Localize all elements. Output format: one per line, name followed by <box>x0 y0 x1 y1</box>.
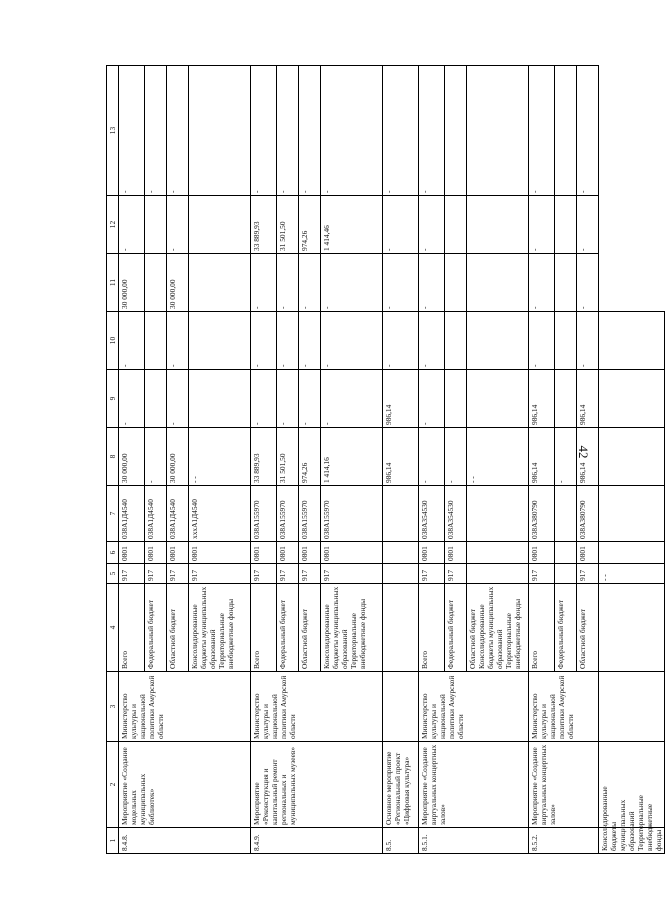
cell-amount-11 <box>189 254 251 312</box>
cell-amount-11: 30 000,00 <box>119 254 145 312</box>
cell-amount-13 <box>599 312 665 370</box>
cell-amount-8: 1 414,16 <box>321 428 383 486</box>
cell-amount-12: - <box>167 196 189 254</box>
cell-amount-13: - <box>167 66 189 196</box>
table-row <box>529 66 555 854</box>
cell-amount-10: - <box>119 312 145 370</box>
cell-grbs-code: 917 <box>419 564 445 584</box>
cell-amount-13: - <box>321 66 383 196</box>
cell-amount-11 <box>599 428 665 486</box>
cell-amount-10: - <box>167 312 189 370</box>
cell-amount-8: - - <box>189 428 251 486</box>
cell-grbs-code: 917 <box>119 564 145 584</box>
column-header-9: 9 <box>107 370 119 428</box>
cell-funding-source: Консолидированные бюджеты муниципальных образований Территориальные внебюджетные фонды <box>189 584 251 672</box>
cell-amount-11: - <box>529 254 555 312</box>
cell-amount-13 <box>555 66 577 196</box>
cell-amount-11 <box>555 254 577 312</box>
cell-executor: Министерство культуры и национальной политики Амурской области <box>119 672 251 742</box>
cell-amount-12 <box>445 196 467 254</box>
cell-funding-source: Областной бюджет Консолидированные бюджеты муниципальных образований Территориальные внебюджетные фонды <box>467 584 529 672</box>
cell-amount-8: 974,26 <box>299 428 321 486</box>
cell-amount-10 <box>599 486 665 542</box>
cell-amount-9: - <box>299 370 321 428</box>
cell-amount-8: - <box>145 428 167 486</box>
cell-funding-source: Федеральный бюджет <box>555 584 577 672</box>
cell-funding-source: Областной бюджет <box>167 584 189 672</box>
cell-grbs-code: 917 <box>189 564 251 584</box>
cell-grbs-code: 917 <box>299 564 321 584</box>
cell-amount-8: 31 501,50 <box>277 428 299 486</box>
cell-item-number: 8.5. <box>383 828 419 854</box>
cell-grbs-code: 917 <box>167 564 189 584</box>
cell-target-article <box>555 486 577 542</box>
cell-target-article: 038A155970 <box>251 486 277 542</box>
budget-table <box>106 65 665 854</box>
column-header-11: 11 <box>107 254 119 312</box>
column-header-6: 6 <box>107 542 119 564</box>
cell-funding-source: Всего <box>119 584 145 672</box>
cell-funding-source: Консолидированные бюджеты муниципальных образований Территориальные внебюджетные фонды <box>321 584 383 672</box>
cell-grbs-code: 917 <box>251 564 277 584</box>
rotated-table-frame <box>106 66 663 854</box>
cell-target-article: 038A1Д4540 <box>119 486 145 542</box>
cell-amount-8: 986,14 <box>529 428 555 486</box>
table-row <box>599 66 665 854</box>
column-header-7: 7 <box>107 486 119 542</box>
cell-amount-12 <box>467 196 529 254</box>
cell-amount-11: - <box>419 254 445 312</box>
cell-section-code: 0801 <box>419 542 445 564</box>
cell-amount-9 <box>467 370 529 428</box>
cell-item-number: 8.5.1. <box>419 828 529 854</box>
cell-target-article: 038A380790 <box>577 486 599 542</box>
cell-executor: Министерство культуры и национальной политики Амурской области <box>251 672 383 742</box>
cell-amount-13: - <box>277 66 299 196</box>
cell-grbs-code: 917 <box>577 564 599 584</box>
cell-funding-source: Федеральный бюджет <box>145 584 167 672</box>
cell-amount-11: - <box>299 254 321 312</box>
cell-item-name: Мероприятие «Реконструкция и капитальный ремонт региональных и муниципальных музеев» <box>251 742 383 828</box>
cell-amount-11: - <box>383 254 419 312</box>
table-body <box>119 66 665 854</box>
header-row <box>107 66 119 854</box>
cell-amount-11 <box>145 254 167 312</box>
cell-funding-source: Федеральный бюджет <box>445 584 467 672</box>
cell-amount-9: - <box>119 370 145 428</box>
cell-target-article: 038A380790 <box>529 486 555 542</box>
cell-target-article: xxxA1Д4540 <box>189 486 251 542</box>
cell-grbs-code <box>383 564 419 584</box>
cell-section-code: 0801 <box>445 542 467 564</box>
cell-funding-source: Федеральный бюджет <box>277 584 299 672</box>
cell-item-number: 8.4.8. <box>119 828 251 854</box>
cell-executor <box>383 672 419 742</box>
cell-funding-source: Всего <box>251 584 277 672</box>
cell-target-article <box>599 584 665 672</box>
cell-amount-12 <box>555 196 577 254</box>
cell-grbs-code: 917 <box>277 564 299 584</box>
cell-grbs-code: 917 <box>145 564 167 584</box>
cell-amount-10: - <box>529 312 555 370</box>
cell-amount-11 <box>467 254 529 312</box>
column-header-13: 13 <box>107 66 119 196</box>
cell-section-code: 0801 <box>321 542 383 564</box>
cell-amount-11: - <box>577 254 599 312</box>
cell-item-name: Мероприятие «Создание модельных муниципальных библиотек» <box>119 742 251 828</box>
cell-grbs-code: 917 <box>529 564 555 584</box>
cell-amount-8: 30 000,00 <box>119 428 145 486</box>
cell-amount-12 <box>189 196 251 254</box>
cell-amount-13 <box>467 66 529 196</box>
cell-section-code <box>383 542 419 564</box>
cell-section-code: 0801 <box>189 542 251 564</box>
cell-amount-12 <box>145 196 167 254</box>
cell-amount-11 <box>445 254 467 312</box>
column-header-12: 12 <box>107 196 119 254</box>
cell-amount-9 <box>145 370 167 428</box>
cell-amount-12: 33 889,93 <box>251 196 277 254</box>
cell-amount-9: 986,14 <box>529 370 555 428</box>
cell-target-article: 038A1Д4540 <box>145 486 167 542</box>
cell-amount-12: - <box>529 196 555 254</box>
cell-amount-10: - <box>383 312 419 370</box>
page-number-text: 42 <box>576 445 591 459</box>
cell-target-article: 038A354530 <box>419 486 445 542</box>
cell-target-article: 038A1Д4540 <box>167 486 189 542</box>
cell-section-code: 0801 <box>577 542 599 564</box>
cell-funding-source: Всего <box>419 584 445 672</box>
cell-amount-12: - <box>119 196 145 254</box>
column-header-10: 10 <box>107 312 119 370</box>
cell-amount-9 <box>445 370 467 428</box>
cell-amount-10 <box>555 312 577 370</box>
cell-amount-10: - <box>299 312 321 370</box>
table-row <box>251 66 277 854</box>
cell-amount-9: 986,14 <box>577 370 599 428</box>
cell-amount-8: - <box>419 428 445 486</box>
cell-funding-source: Областной бюджет <box>577 584 599 672</box>
cell-amount-12: - <box>383 196 419 254</box>
cell-grbs-code: 917 <box>445 564 467 584</box>
cell-amount-8: - <box>445 428 467 486</box>
cell-section-code: 0801 <box>277 542 299 564</box>
cell-section-code: 0801 <box>299 542 321 564</box>
cell-section-code <box>555 542 577 564</box>
column-header-1: 1 <box>107 828 119 854</box>
table-row <box>383 66 419 854</box>
cell-amount-13: - <box>529 66 555 196</box>
cell-executor: Министерство культуры и национальной политики Амурской области <box>419 672 529 742</box>
cell-amount-13: - <box>145 66 167 196</box>
cell-amount-13: - <box>119 66 145 196</box>
column-header-2: 2 <box>107 742 119 828</box>
cell-target-article: 038A155970 <box>299 486 321 542</box>
cell-amount-8: - - <box>467 428 529 486</box>
table-row <box>419 66 445 854</box>
cell-amount-13 <box>189 66 251 196</box>
cell-amount-8: 986,14 <box>383 428 419 486</box>
cell-amount-13: - <box>383 66 419 196</box>
cell-amount-8: 30 000,00 <box>167 428 189 486</box>
cell-amount-10: - <box>277 312 299 370</box>
cell-funding-source <box>383 584 419 672</box>
cell-amount-9 <box>189 370 251 428</box>
cell-amount-9: - <box>251 370 277 428</box>
cell-amount-10 <box>467 312 529 370</box>
cell-amount-11: - <box>277 254 299 312</box>
cell-item-name: Основное мероприятие «Региональный проект «Цифровая культура» <box>383 742 419 828</box>
cell-amount-12: - <box>577 196 599 254</box>
cell-amount-8: 986,14 <box>577 428 599 486</box>
table-row <box>119 66 145 854</box>
cell-amount-9: - <box>277 370 299 428</box>
cell-amount-10 <box>189 312 251 370</box>
cell-section-code: 0801 <box>145 542 167 564</box>
cell-item-name: Мероприятие «Создание виртуальных концертных залов» <box>419 742 529 828</box>
cell-amount-13 <box>445 66 467 196</box>
cell-item-name: Мероприятие «Создание виртуальных концертных залов» <box>529 742 599 828</box>
cell-target-article: 038A354530 <box>445 486 467 542</box>
cell-amount-13: - <box>419 66 445 196</box>
column-header-5: 5 <box>107 564 119 584</box>
cell-funding-source: Консолидированные бюджеты муниципальных образований Территориальные внебюджетные фонды <box>599 828 665 854</box>
cell-amount-11: - <box>251 254 277 312</box>
cell-target-article: 038A155970 <box>277 486 299 542</box>
column-header-4: 4 <box>107 584 119 672</box>
cell-amount-8: - - <box>599 564 665 584</box>
cell-section-code: 0801 <box>167 542 189 564</box>
cell-amount-9: - <box>321 370 383 428</box>
cell-section-code <box>599 672 665 742</box>
cell-section-code: 0801 <box>119 542 145 564</box>
cell-amount-11: 30 000,00 <box>167 254 189 312</box>
cell-section-code: 0801 <box>529 542 555 564</box>
cell-funding-source: Областной бюджет <box>299 584 321 672</box>
cell-section-code <box>467 542 529 564</box>
cell-grbs-code: 917 <box>321 564 383 584</box>
cell-target-article <box>383 486 419 542</box>
cell-amount-9 <box>599 542 665 564</box>
cell-executor: Министерство культуры и национальной политики Амурской области <box>529 672 599 742</box>
column-header-8: 8 <box>107 428 119 486</box>
cell-amount-10: - <box>419 312 445 370</box>
cell-item-number: 8.5.2. <box>529 828 599 854</box>
cell-section-code: 0801 <box>251 542 277 564</box>
cell-amount-9: - <box>167 370 189 428</box>
cell-amount-9: 986,14 <box>383 370 419 428</box>
column-header-3: 3 <box>107 672 119 742</box>
cell-amount-8: 33 889,93 <box>251 428 277 486</box>
cell-amount-8: - <box>555 428 577 486</box>
cell-amount-12: 974,26 <box>299 196 321 254</box>
cell-amount-13: - <box>299 66 321 196</box>
cell-amount-13: - <box>251 66 277 196</box>
cell-target-article <box>467 486 529 542</box>
cell-funding-source: Всего <box>529 584 555 672</box>
cell-amount-10: - <box>251 312 277 370</box>
cell-amount-10: - <box>321 312 383 370</box>
cell-amount-9 <box>555 370 577 428</box>
cell-amount-10 <box>145 312 167 370</box>
cell-amount-10: - <box>577 312 599 370</box>
cell-amount-13: - <box>577 66 599 196</box>
cell-grbs-code <box>467 564 529 584</box>
cell-amount-12 <box>599 370 665 428</box>
cell-amount-9: - <box>419 370 445 428</box>
cell-amount-10 <box>445 312 467 370</box>
cell-amount-12: - <box>419 196 445 254</box>
cell-target-article: 038A155970 <box>321 486 383 542</box>
cell-grbs-code <box>555 564 577 584</box>
cell-amount-12: 1 414,46 <box>321 196 383 254</box>
cell-item-number: 8.4.9. <box>251 828 383 854</box>
cell-amount-12: 31 501,50 <box>277 196 299 254</box>
table-container <box>106 66 663 854</box>
cell-amount-11: - <box>321 254 383 312</box>
